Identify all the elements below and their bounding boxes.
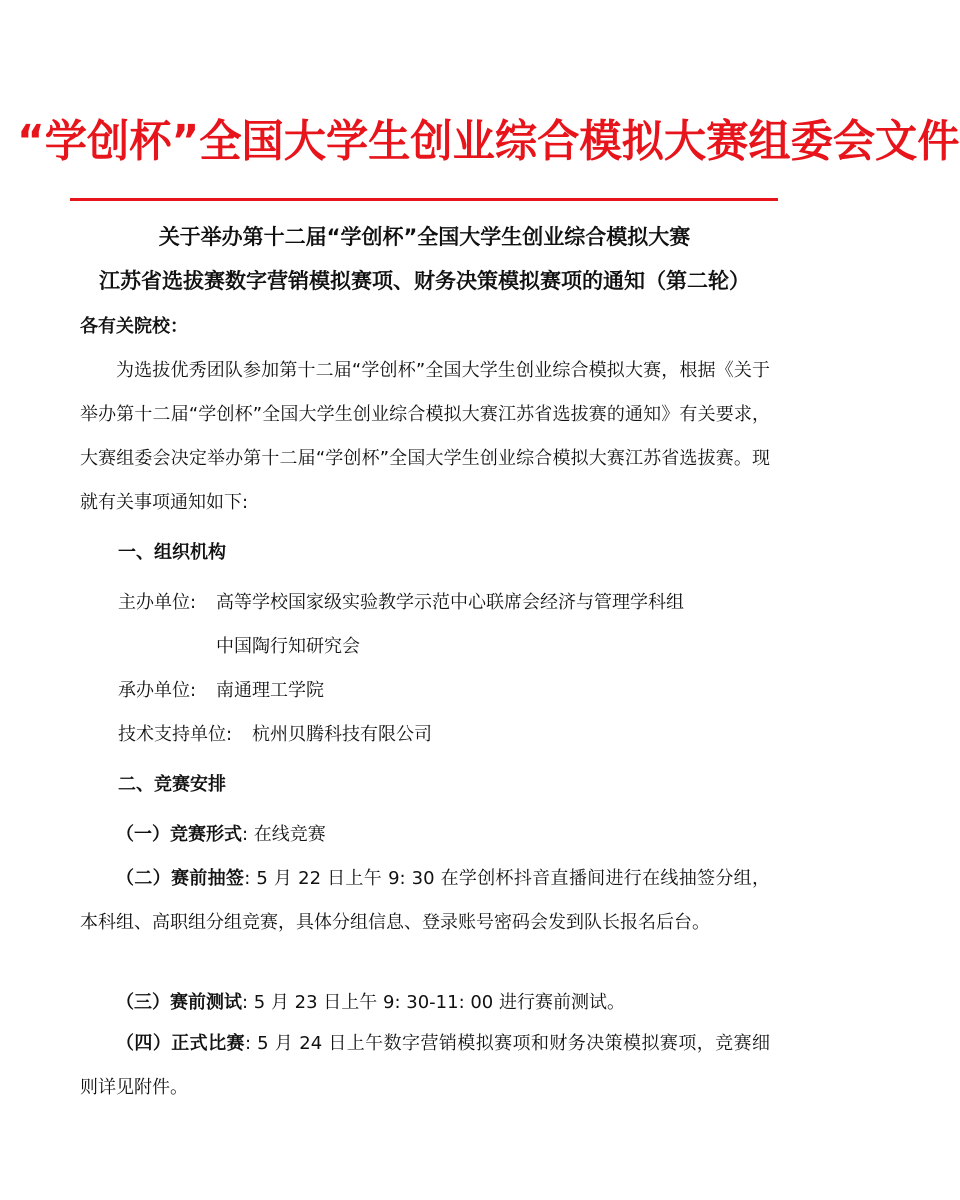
masthead-divider (70, 198, 778, 201)
section-2-heading: 二、竞赛安排 (118, 774, 226, 795)
tech-support-unit: 杭州贝腾科技有限公司 (252, 724, 432, 745)
schedule-item-lead: （四）正式比赛 (116, 1033, 245, 1054)
section-1-heading: 一、组织机构 (118, 542, 226, 563)
schedule-item (80, 813, 770, 857)
organizer-label: 承办单位: (118, 680, 197, 701)
schedule-item-text: : 5 月 24 日上午数字营销模拟赛项和财务决策模拟赛项，竞赛细则详见附件。 (80, 1033, 770, 1098)
schedule-item (80, 1022, 770, 1110)
schedule-item-text: : 5 月 22 日上午 9: 30 在学创杯抖音直播间进行在线抽签分组，本科组、高职组分组竞赛，具体分组信息、登录账号密码会发到队长报名后台。 (80, 868, 770, 933)
schedule-item-text: : 在线竞赛 (242, 824, 326, 845)
salutation: 各有关院校： (80, 316, 188, 337)
schedule-item (80, 857, 770, 945)
host-unit-2: 中国陶行知研究会 (216, 636, 360, 657)
host-unit-1: 高等学校国家级实验教学示范中心联席会经济与管理学科组 (216, 592, 684, 613)
schedule-item-lead: （一）竞赛形式 (116, 824, 242, 845)
host-label: 主办单位: (118, 592, 197, 613)
schedule-item (80, 981, 770, 1025)
schedule-item-text: : 5 月 23 日上午 9: 30-11: 00 进行赛前测试。 (242, 992, 625, 1013)
notice-title-line-1: 关于举办第十二届“学创杯”全国大学生创业综合模拟大赛 (158, 225, 691, 249)
schedule-item-lead: （二）赛前抽签 (116, 868, 245, 889)
intro-paragraph: 为选拔优秀团队参加第十二届“学创杯”全国大学生创业综合模拟大赛，根据《关于举办第十二届“学创杯”全国大学生创业综合模拟大赛江苏省选拔赛的通知》有关要求，大赛组委会决定举办第十二届“学创杯”全国大学生创业综合模拟大赛江苏省选拔赛。现就有关事项通知如下: (80, 360, 770, 513)
masthead-title: “学创杯”全国大学生创业综合模拟大赛组委会文件 (16, 116, 960, 167)
tech-support-label: 技术支持单位: (118, 724, 233, 745)
organizer-unit: 南通理工学院 (216, 680, 324, 701)
schedule-item-lead: （三）赛前测试 (116, 992, 242, 1013)
notice-title-line-2: 江苏省选拔赛数字营销模拟赛项、财务决策模拟赛项的通知（第二轮） (99, 269, 750, 293)
